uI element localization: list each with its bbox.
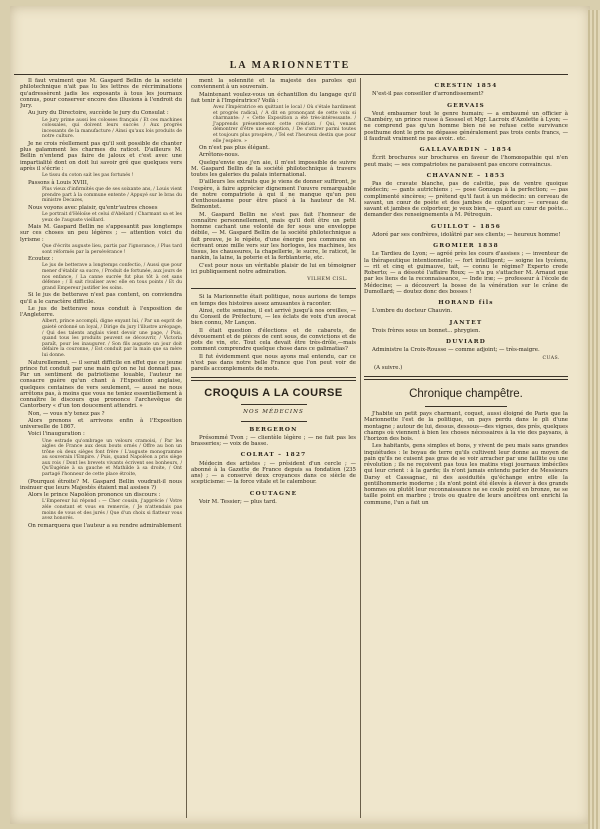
chronique-title: Chronique champêtre. bbox=[409, 388, 523, 400]
column-3-top bbox=[364, 83, 568, 354]
paragraph: Adoré par ses confrères, idolâtré par ses clients; — heureux homme! bbox=[372, 231, 561, 238]
verse-quote: Albert, prince accompli, digne enyant lui, / Par un esprit de gaieté ordonné un loyal, / Dirige du jury l'illustre aréopage, / Qui des talents anglais vient devoir une page, / Puis, quand tous les produits peuvent se découvrir, / Victoria paraît, pour les inaugurer. / Son fils auguste un jour doit défaire la couronne, / Est conduit par la main que sa mère lui donne. bbox=[42, 319, 182, 358]
paragraph: On remarquera que l'auteur a su rendre admirablement bbox=[28, 522, 182, 529]
paragraph: (Pourquoi étroite? M. Gaspard Bellin voudrait-il nous insinuer que leurs Majestés étaient mal assises ?) bbox=[20, 478, 182, 491]
entry-heading: BERGERON bbox=[249, 426, 298, 433]
croquis-subtitle: NOS MÉDECINS bbox=[243, 409, 304, 416]
separator-rule bbox=[191, 288, 356, 289]
paragraph: Le Tardieu de Lyon; — agréé près les cours d'assises ; — inventeur de la thérapeutique intentionnelle; — fort intelligent; — soigne les lycéens, — rit et cinq et guimauve, tait, — connu le régime? Experto crede Roberto; — a déssoté l'affaire Roux; — n'a pu s'attacher M. Arnaud que par les liens de la reconnaissance, — Inde iræ; — professeur à l'école de Médecine; — a découvert la bosse de la vénération sur le crâne de Dumollard; — doutez donc des bosses ! bbox=[364, 251, 568, 295]
entry-heading: GALLAVARDIN – 1854 bbox=[419, 147, 513, 153]
column-divider-1 bbox=[186, 78, 187, 818]
paragraph: Passons à Louis XVIII, bbox=[28, 179, 89, 186]
entry-heading: COUTAGNE bbox=[249, 490, 298, 497]
paragraph: Nous voyons avec plaisir, qu'entr'autres choses bbox=[28, 204, 158, 211]
separator-rule bbox=[241, 404, 307, 405]
paragraph: Écrit brochures sur brochures en faveur de l'homœopathie qui n'en peut mais; — ses compatriotes ne paraissent pas encore convaincus. bbox=[364, 155, 568, 168]
paragraph: Le jus de betterave nous conduit à l'exposition de l'Angleterre. bbox=[20, 305, 182, 319]
paragraph: Médecin des artistes ; — président d'un cercle ; — abonné à la Gazette de France depuis sa fondation (235 ans) ; — a conservé deux croyances dans ce siècle de scepticisme: — la force vitale et le calembour. bbox=[191, 460, 356, 486]
paragraph: N'est-il pas conseiller d'arrondissement? bbox=[372, 91, 484, 98]
paragraph: Trois frères sous un bonnet... phrygien. bbox=[372, 327, 481, 334]
paragraph: Voici l'inauguration : bbox=[28, 431, 85, 438]
paragraph: Il faut vraiment que M. Gaspard Bellin de la société philotechnique n'ait pas lu les lettres de récriminations qu'adressèrent jadis les exposants à tous les journaux connus, pour conserver encore des illusions à l'endroit du Jury. bbox=[20, 78, 182, 109]
separator-rule bbox=[364, 376, 568, 377]
paragraph: J'habite un petit pays charmant, coquet, aussi éloigné de Paris que la Marionnette l'est de la politique, un pays perdu dans le pli d'une montagne ; autour de lui, dessus, dessous—des vignes, des prés, quelques champs où viennent à bien les choses nécessaires à la vie des paysans, à l'horizon des bois. bbox=[364, 411, 568, 442]
paragraph: Si la Marionnette était politique, nous aurions de temps en temps des histoires assez amusantes à raconter. bbox=[191, 294, 356, 307]
paragraph: L'ombre du docteur Chauvin. bbox=[372, 308, 453, 315]
signature-vilhem: VILHEM CISL. bbox=[307, 277, 348, 283]
paragraph: Mais M. Gaspard Bellin ne s'appesantit pas longtemps sur ces choses un peu légères ; — attention voici du lyrisme : bbox=[20, 224, 182, 243]
verse-quote: Le portrait d'Héloïse et celui d'Abélard / Charmant sa et les yeux de l'auguste vieillard. bbox=[42, 212, 182, 223]
entry-heading: GUILLOT – 1856 bbox=[430, 223, 502, 230]
paragraph: Quelqu'envie que j'en aie, il m'est impossible de suivre M. Gaspard Bellin de la société philotechnique à travers toutes les galeries du palais international. bbox=[191, 159, 356, 179]
page-header: LA MARIONNETTE bbox=[229, 60, 351, 71]
paragraph: Non, — vous n'y tenez pas ? bbox=[28, 410, 105, 417]
entry-heading: GROMIER 1838 bbox=[433, 243, 499, 249]
entry-heading: DUVIARD bbox=[445, 339, 487, 345]
verse-quote: Que d'écrits auguste lieu, partis par l'ignorance, / Plus tard sont réformés par la persévérance ! bbox=[42, 243, 182, 255]
entry-heading: HORAND fils bbox=[438, 300, 494, 306]
paragraph: Alors prenons et arrivons enfin à l'Exposition universelle de 1867. bbox=[20, 417, 182, 430]
separator-rule bbox=[191, 377, 356, 378]
verse-quote: L'Empereur lui répond : — Cher cousin, j'apprécie / Votre zèle constant et vous en remercie, / Je n'attendais pas moins de vous et des jurés / Que d'un choix si flatteur vous avez honorés. bbox=[42, 499, 182, 522]
page-edge bbox=[588, 10, 600, 829]
paragraph: Il fut évidemment que nous ayons mal entendu, car ce n'est pas dans notre belle France que l'on peut voir de pareils accomplements de mots. bbox=[191, 353, 356, 373]
paragraph: Ainsi, cette semaine, il est arrivé jusqu'à nos oreilles, — du Conseil de Préfecture, — les éclats de voix d'un avocat bien connu, Mr Lançon. bbox=[191, 307, 356, 327]
verse-quote: Le jus de betterave a longtemps confectio, / Aussi que pour mener d'établir sa sucre, / Produit de fortunée, aux jours de nos enfance, / La canne sucrée fut plus tôt à cet sans défense ; / Il sait rivaliser avec elle en tous points / Et du grand Empereur justifier les soins. bbox=[42, 263, 182, 291]
paragraph: Les habitants, gens simples et bons, y vivent de peu mais sans grandes inquiétudes : le boyau de terre qu'ils cultivent leur donne au moyen de pain qu'ils ne cuisent pas gras de se voir arracher par une faillite ou une révolution ; ils ne reçoivent pas tous les matins visgi journaux imbéciles qui leur crient : à la garde; ils n'ont jamais entendu parler de Messieurs Darsy et Cassagnac, ni des assiduités qu'échange entre elle la gentilhommerie moderne ; ils n'ont point été élevés à élever à des grands hommes ou plutôt leur reconnaissance ne se coule point en bronze, ne se taille point en marbre ; trois ou quatre de leurs ancêtres ont enrichi la commune, l'un a fait un bbox=[364, 443, 568, 506]
paragraph: Arrêtons-nous. bbox=[199, 152, 240, 159]
paragraph: M. Gaspard Bellin ne s'est pas fait l'honneur de connaître personnellement, mais qu'il doit être un petit homme cachant une volonté de fer sous une enveloppe débile, — M. Gaspard Bellin de la société philotechnique a fait preuve, je le répète, d'une énergie peu commune en écrivant onze mille vers sur les horloges, les machines, les tissus, les chaussures, la chapellerie, le sucre, le raticot, le nankin, la laine, la poterie et la ferblanterie, etc. bbox=[191, 211, 356, 262]
paragraph: On n'est pas plus élégant. bbox=[199, 145, 270, 152]
entry-heading: COLRAT – 1827 bbox=[240, 452, 307, 459]
paragraph: Voir M. Tessier; — plus tard. bbox=[199, 498, 277, 505]
header-rule bbox=[14, 74, 568, 75]
column-1 bbox=[20, 78, 182, 818]
separator-rule bbox=[364, 379, 568, 380]
column-divider-2 bbox=[360, 78, 361, 818]
paragraph: Pas de cravate blanche, pas de calvitie, pas de ventre quoique médecin; — gants autrichiens ; — pose Gonzaga à la perfection; — pas complimenté sincères; — prétend qu'il faut à un médecin: un cerveau de savant, un cœur de poète et des jambes de colporteur; — cerveau de savant et jambes de colporteur, je veux bien, — quant au cœur de poète... demander des renseignements à M. Pétrequin. bbox=[364, 181, 568, 219]
entry-heading: GERVAIS bbox=[447, 102, 485, 109]
column-2-bottom bbox=[191, 427, 356, 506]
to-be-continued: (A suivre.) bbox=[374, 364, 403, 371]
verse-quote: Plus vieux d'infirmités que de ses soixante ans, / Louis vient prendre part à la commune entente / Appuyé sur le bras du ministre Decazes, bbox=[42, 186, 182, 204]
croquis-title: CROQUIS A LA COURSE bbox=[204, 387, 343, 400]
paragraph: Au jury du Directoire, succède le jury du Consulat : bbox=[28, 110, 169, 117]
paragraph: Il était question d'élections et de cabarets, de dévouement et de pièces de cent sous, de convictions et de pots de vin, etc. Tout cela devait être très-drôle,—mais comment comprendre quelque chose dans ce galimatias? bbox=[191, 327, 356, 353]
column-3 bbox=[364, 78, 568, 818]
paragraph: Naturellement, — il serait difficile en effet que ce jeune prince fut conduit par une main qu'on ne lui donnait pas. Par un sentiment de patriotisme louable, l'auteur ne consacre guère qu'un chant à l'Exposition anglaise, quelques centaines de vers seulement, — aussi ne nous arrêtons pas, à moins que vous ne teniez essentiellement à connaître le discours que prononce l'archevêque de Cantorbery « d'un ton doucement attendri. » bbox=[20, 359, 182, 410]
paragraph: Veut embaumer tout le genre humain; — a embaumé un officier à Chambéry, un prince russe à Sesssel et Mgr. Lacroix d'Azolette à Lyon; — ne comprend pas qu'un homme bien né se refuse cette survivance posthume dont le prix ne dépasse généralement pas trois cents francs, — il faudrait vraiment ne pas avoir.. etc. bbox=[364, 110, 568, 142]
signature-cuas: CUAS. bbox=[542, 355, 560, 361]
separator-rule bbox=[425, 406, 507, 407]
paragraph: D'ailleurs les extraits que je viens de donner suffiront, je l'espère, à faire apprécier dignement l'œuvre remarquable de notre compatriote à qui il ne manque qu'un peu d'enthousiasme pour être placé à la hauteur de M. Belmontet. bbox=[191, 179, 356, 211]
column-2-mid bbox=[191, 294, 356, 372]
entry-heading: CRESTIN 1854 bbox=[434, 83, 498, 89]
verse-quote: Avez l'Impératrice en quittant le local / Où s'étale hardiment et progrès radical, / A dit en prononçant de cette voix si charmante: / « Cette Exposition a été très-intéressante. / J'apprends présentement cette création / Qui, venant démontrer d'être une exception, / De s'attirer parmi toutes et toujours plus prospère, / Tel est l'heureux destin que pour elle j'espère. » bbox=[213, 105, 356, 144]
paragraph: Je ne crois réellement pas qu'il soit possible de chanter plus galamment les charmes du raticot. D'ailleurs M. Bellin n'entend pas faire de jaloux et c'est avec une impartialité dont on doit lui savoir gré que quelques vers après il s'écrie : bbox=[20, 140, 182, 172]
separator-rule bbox=[191, 380, 356, 381]
column-2 bbox=[191, 78, 356, 818]
paragraph: Ecoutez : bbox=[28, 256, 54, 263]
separator-rule bbox=[241, 421, 307, 422]
column-2-top bbox=[191, 78, 356, 275]
paragraph: Si le jus de betterave n'est pas content, on conviendra qu'il a le caractère difficile. bbox=[20, 292, 182, 305]
paragraph: Alors le prince Napoléon prononce un discours : bbox=[28, 492, 161, 499]
paragraph: C'est pour nous un véritable plaisir de lui en témoigner ici publiquement notre admiration. bbox=[191, 262, 356, 275]
verse-quote: Le jury prime aussi les colosses français / Et ces machines colossales, qui doivent leurs succès / Aux progrès incessants de la manufacture / Ainsi qu'aux lois produits de notre culture. bbox=[42, 117, 182, 140]
paragraph: Maintenant voulez-vous un échantillon du langage qu'il fait tenir à l'Impératrice? Voilà : bbox=[191, 91, 356, 104]
entry-heading: JANTET bbox=[449, 319, 483, 326]
column-3-bottom bbox=[364, 411, 568, 506]
paragraph: ment la solennité et la majesté des paroles qui conviennent à un souverain. bbox=[191, 78, 356, 91]
entry-heading: CHAVANNE – 1853 bbox=[426, 172, 506, 179]
verse-quote: Le tissu du coton sait les pas fortunés ! bbox=[42, 173, 134, 179]
paragraph: Administre la Croix-Rousse — comme adjoint; — très-maigre. bbox=[372, 347, 540, 354]
verse-quote: Une estrade qu'ombrage un velours cramoisi, / Par les aigles de France aux deux bouts ornés / Offre au bon un trône où deux sièges font frère / L'auguste monogramme au souverain l'Empire. / Puis, quand Napoléon a pris siège aux rois / Dont les brevets vivants écrivent ses bonheurs, / Qu'Eugénie à sa gauche et Mathilde à sa droite, / Ont partagé l'honneur de cette place étroite, bbox=[42, 438, 182, 478]
paragraph: Présommé Tvon ; — clientèle légère ; — ne fait pas les brasseries; — voix de basse. bbox=[191, 434, 356, 448]
